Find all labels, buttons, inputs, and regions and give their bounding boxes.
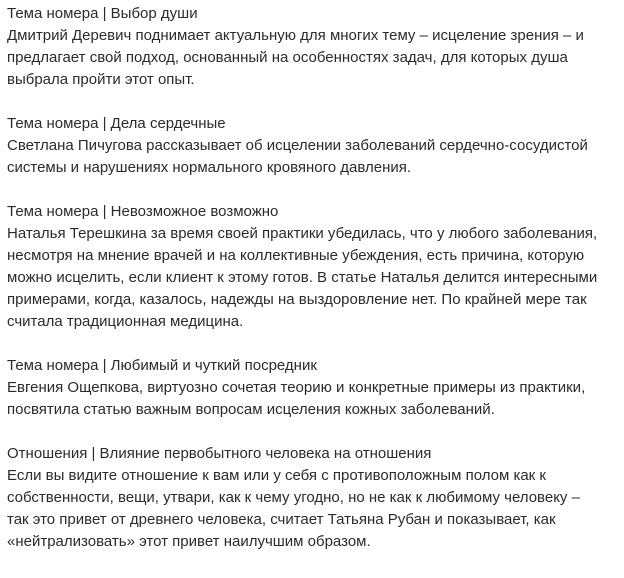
article-entry — [7, 3, 619, 91]
summary-line: собственности, вещи, утвари, как к чему угодно, но не как к любимому человеку – — [7, 489, 580, 506]
article-summary — [7, 25, 619, 91]
summary-line: примерами, когда, казалось, надежды на выздоровление нет. По крайней мере так — [7, 291, 587, 308]
summary-line: выбрала пройти этот опыт. — [7, 71, 195, 88]
summary-line: Дмитрий Деревич поднимает актуальную для многих тему – исцеление зрения – и — [7, 27, 584, 44]
summary-line: предлагает свой подход, основанный на особенностях задач, для которых душа — [7, 49, 568, 66]
summary-line: можно исцелить, если клиент к этому готов. В статье Наталья делится интересными — [7, 269, 598, 286]
article-entry — [7, 113, 619, 179]
article-entry — [7, 201, 619, 333]
article-list — [7, 3, 619, 553]
summary-line: Светлана Пичугова рассказывает об исцелении заболеваний сердечно-сосудистой — [7, 137, 588, 154]
article-title: Тема номера | Выбор души — [7, 5, 198, 22]
summary-line: несмотря на мнение врачей и на коллективные убеждения, есть причина, которую — [7, 247, 585, 264]
article-summary — [7, 465, 619, 553]
article-title: Тема номера | Дела сердечные — [7, 115, 226, 132]
article-entry — [7, 443, 619, 553]
summary-line: Евгения Ощепкова, виртуозно сочетая теорию и конкретные примеры из практики, — [7, 379, 586, 396]
article-summary — [7, 223, 619, 333]
summary-line: так это привет от древнего человека, считает Татьяна Рубан и показывает, как — [7, 511, 556, 528]
article-title: Отношения | Влияние первобытного человека на отношения — [7, 445, 432, 462]
article-title: Тема номера | Невозможное возможно — [7, 203, 279, 220]
summary-line: Если вы видите отношение к вам или у себя с противоположным полом как к — [7, 467, 546, 484]
summary-line: «нейтрализовать» этот привет наилучшим образом. — [7, 533, 371, 550]
summary-line: считала традиционная медицина. — [7, 313, 244, 330]
summary-line: системы и нарушениях нормального кровяного давления. — [7, 159, 412, 176]
article-summary — [7, 135, 619, 179]
summary-line: Наталья Терешкина за время своей практики убедилась, что у любого заболевания, — [7, 225, 598, 242]
article-entry — [7, 355, 619, 421]
summary-line: посвятила статью важным вопросам исцеления кожных заболеваний. — [7, 401, 495, 418]
article-title: Тема номера | Любимый и чуткий посредник — [7, 357, 317, 374]
article-summary — [7, 377, 619, 421]
